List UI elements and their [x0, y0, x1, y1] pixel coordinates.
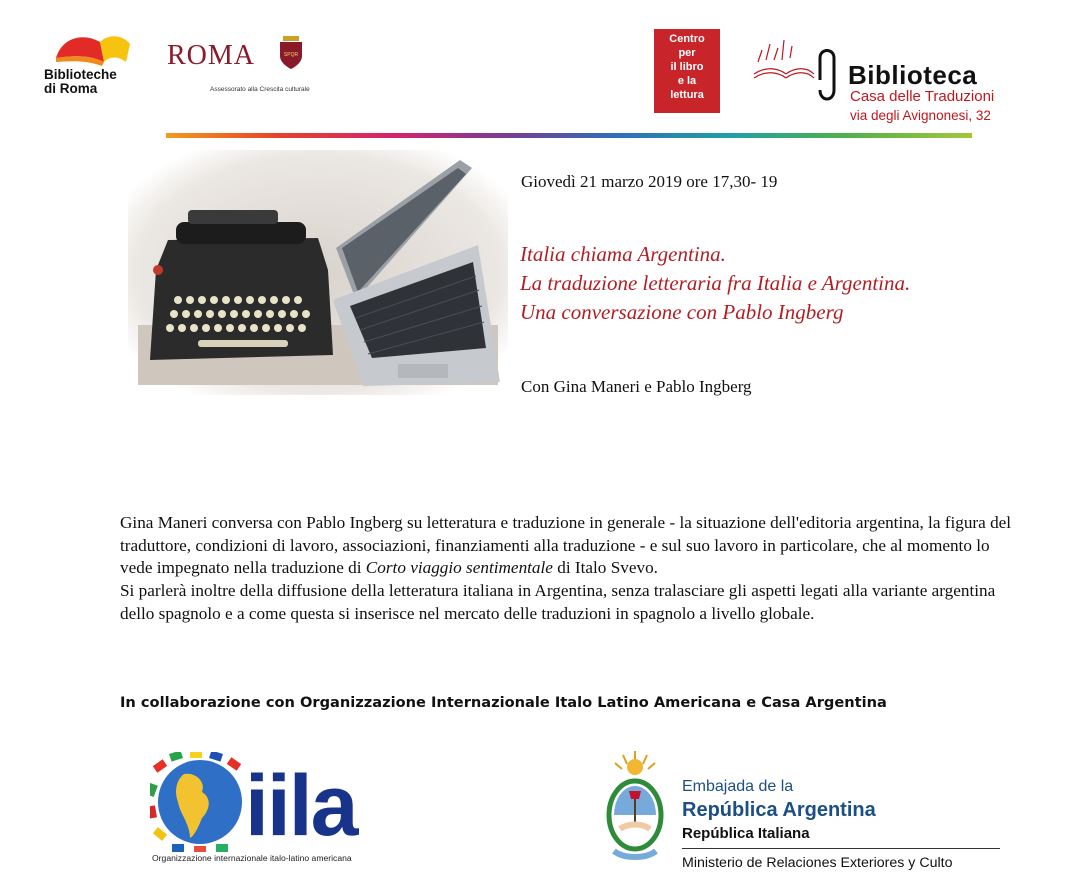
embajada-argentina-logo — [598, 745, 1018, 880]
rainbow-divider — [166, 133, 972, 138]
iila-subtitle: Organizzazione internazionale italo-latino americana — [152, 853, 352, 863]
biblioteche-di-roma-logo — [42, 28, 142, 100]
description-paragraph: Si parlerà inoltre della diffusione della letteratura italiana in Argentina, senza tralasciare gli aspetti legati alla variante argentina dello spagnolo e a come questa si inserisce nel mercato delle traduzioni in spagnolo a livello globale. — [120, 581, 996, 623]
book-icon — [42, 28, 142, 68]
casa-traduzioni-subtitle: Casa delle Traduzioni — [850, 88, 995, 105]
event-title-line: La traduzione letteraria fra Italia e Argentina. — [520, 271, 911, 295]
typewriter-icon — [150, 210, 333, 360]
republica-italiana-line: República Italiana — [682, 825, 810, 842]
event-title — [520, 240, 1060, 327]
description-paragraph: Gina Maneri conversa con Pablo Ingberg su letteratura e traduzione in generale - la situazione dell'editoria argentina, la figura del traduttore, condizioni di lavoro, associazioni, finanziamenti alla traduzione - e sul suo lavoro in particolare, che al momento lo vede impegnato nella traduzione di Corto viaggio sentimentale di Italo Svevo. — [120, 513, 1012, 578]
open-book-icon — [748, 30, 848, 110]
book-title: Corto viaggio sentimentale — [365, 558, 553, 578]
roma-logo — [165, 32, 315, 96]
republica-argentina-title: República Argentina — [682, 799, 876, 821]
event-guests: Con Gina Maneri e Pablo Ingberg — [521, 377, 752, 396]
address: via degli Avignonesi, 32 — [850, 108, 991, 123]
event-description — [120, 512, 1020, 626]
event-title-line: Una conversazione con Pablo Ingberg — [520, 300, 844, 324]
biblioteca-wordmark: Biblioteca — [848, 60, 978, 90]
iila-logo — [150, 752, 410, 872]
svg-text:SPQR: SPQR — [283, 52, 299, 58]
biblioteche-wordmark: Biblioteche di Roma — [44, 67, 117, 96]
roma-subtitle: Assessorato alla Crescita culturale — [210, 86, 310, 93]
centro-wordmark: Centro per il libro e la lettura — [669, 33, 705, 101]
embajada-line: Embajada de la — [682, 778, 794, 795]
centro-libro-lettura-logo — [654, 29, 720, 113]
typewriter-laptop-photo — [128, 150, 508, 395]
roma-wordmark: ROMA — [167, 40, 256, 71]
collaboration-credit: In collaborazione con Organizzazione Internazionale Italo Latino Americana e Casa Argentina — [120, 694, 887, 711]
globe-flags-icon — [150, 752, 250, 852]
embajada-divider — [682, 848, 1000, 849]
event-date: Giovedì 21 marzo 2019 ore 17,30- 19 — [521, 172, 778, 191]
ministerio-line: Ministerio de Relaciones Exteriores y Culto — [682, 855, 953, 871]
argentina-coat-of-arms-icon — [598, 747, 672, 867]
event-title-line: Italia chiama Argentina. — [520, 242, 726, 266]
roma-crest-icon — [277, 36, 305, 70]
biblioteca-casa-traduzioni-logo — [748, 30, 1038, 126]
iila-wordmark: iila — [245, 758, 357, 854]
